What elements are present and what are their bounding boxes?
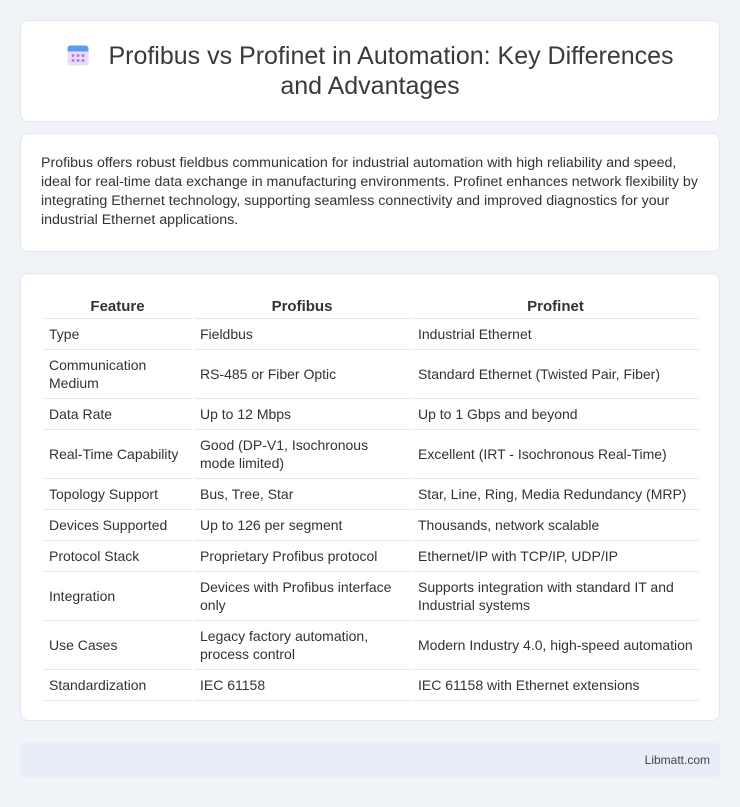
- table-row: [43, 571, 699, 620]
- profinet-cell: Thousands, network scalable: [411, 509, 699, 540]
- table-row: [43, 620, 699, 669]
- profinet-cell: Supports integration with standard IT and Industrial systems: [411, 571, 699, 620]
- footer: [20, 743, 720, 777]
- feature-cell: Standardization: [43, 669, 193, 700]
- profinet-cell: IEC 61158 with Ethernet extensions: [411, 669, 699, 700]
- profibus-cell: Bus, Tree, Star: [193, 478, 411, 509]
- feature-cell: Real-Time Capability: [43, 429, 193, 478]
- intro-paragraph: Profibus offers robust fieldbus communication for industrial automation with high reliability and speed, ideal for real-time data exchange in manufacturing environments. Profinet enhances network flexibility by integrating Ethernet technology, supporting seamless connectivity and improved diagnostics for your industrial Ethernet applications.: [41, 155, 698, 228]
- profibus-cell: Up to 12 Mbps: [193, 398, 411, 429]
- profibus-cell: Devices with Profibus interface only: [193, 571, 411, 620]
- header-profibus: Profibus: [193, 294, 411, 318]
- table-row: [43, 318, 699, 349]
- table-row: [43, 478, 699, 509]
- feature-cell: Devices Supported: [43, 509, 193, 540]
- table-row: [43, 669, 699, 700]
- feature-cell: Type: [43, 318, 193, 349]
- profinet-cell: Industrial Ethernet: [411, 318, 699, 349]
- profinet-cell: Modern Industry 4.0, high-speed automation: [411, 620, 699, 669]
- feature-cell: Data Rate: [43, 398, 193, 429]
- profibus-cell: Fieldbus: [193, 318, 411, 349]
- profibus-cell: RS-485 or Fiber Optic: [193, 349, 411, 398]
- profinet-cell: Up to 1 Gbps and beyond: [411, 398, 699, 429]
- feature-cell: Topology Support: [43, 478, 193, 509]
- intro-card: [20, 133, 720, 252]
- table-row: [43, 398, 699, 429]
- table-header-row: [43, 294, 699, 318]
- profinet-cell: Star, Line, Ring, Media Redundancy (MRP): [411, 478, 699, 509]
- table-row: [43, 509, 699, 540]
- profibus-cell: Legacy factory automation, process control: [193, 620, 411, 669]
- footer-site-link[interactable]: Libmatt.com: [644, 753, 710, 767]
- comparison-card: [20, 273, 720, 721]
- feature-cell: Communication Medium: [43, 349, 193, 398]
- comparison-table: [43, 294, 699, 701]
- header-profinet: Profinet: [411, 294, 699, 318]
- header-feature: Feature: [43, 294, 193, 318]
- table-row: [43, 349, 699, 398]
- title-card: [20, 20, 720, 122]
- feature-cell: Protocol Stack: [43, 540, 193, 571]
- profinet-cell: Ethernet/IP with TCP/IP, UDP/IP: [411, 540, 699, 571]
- profibus-cell: IEC 61158: [193, 669, 411, 700]
- feature-cell: Use Cases: [43, 620, 193, 669]
- feature-cell: Integration: [43, 571, 193, 620]
- table-row: [43, 429, 699, 478]
- calendar-grid-icon: [66, 43, 90, 67]
- profinet-cell: Standard Ethernet (Twisted Pair, Fiber): [411, 349, 699, 398]
- profibus-cell: Up to 126 per segment: [193, 509, 411, 540]
- profinet-cell: Excellent (IRT - Isochronous Real-Time): [411, 429, 699, 478]
- table-row: [43, 540, 699, 571]
- page-title: [45, 41, 695, 101]
- page-title-text: Profibus vs Profinet in Automation: Key Differences and Advantages: [108, 42, 674, 100]
- profibus-cell: Good (DP-V1, Isochronous mode limited): [193, 429, 411, 478]
- profibus-cell: Proprietary Profibus protocol: [193, 540, 411, 571]
